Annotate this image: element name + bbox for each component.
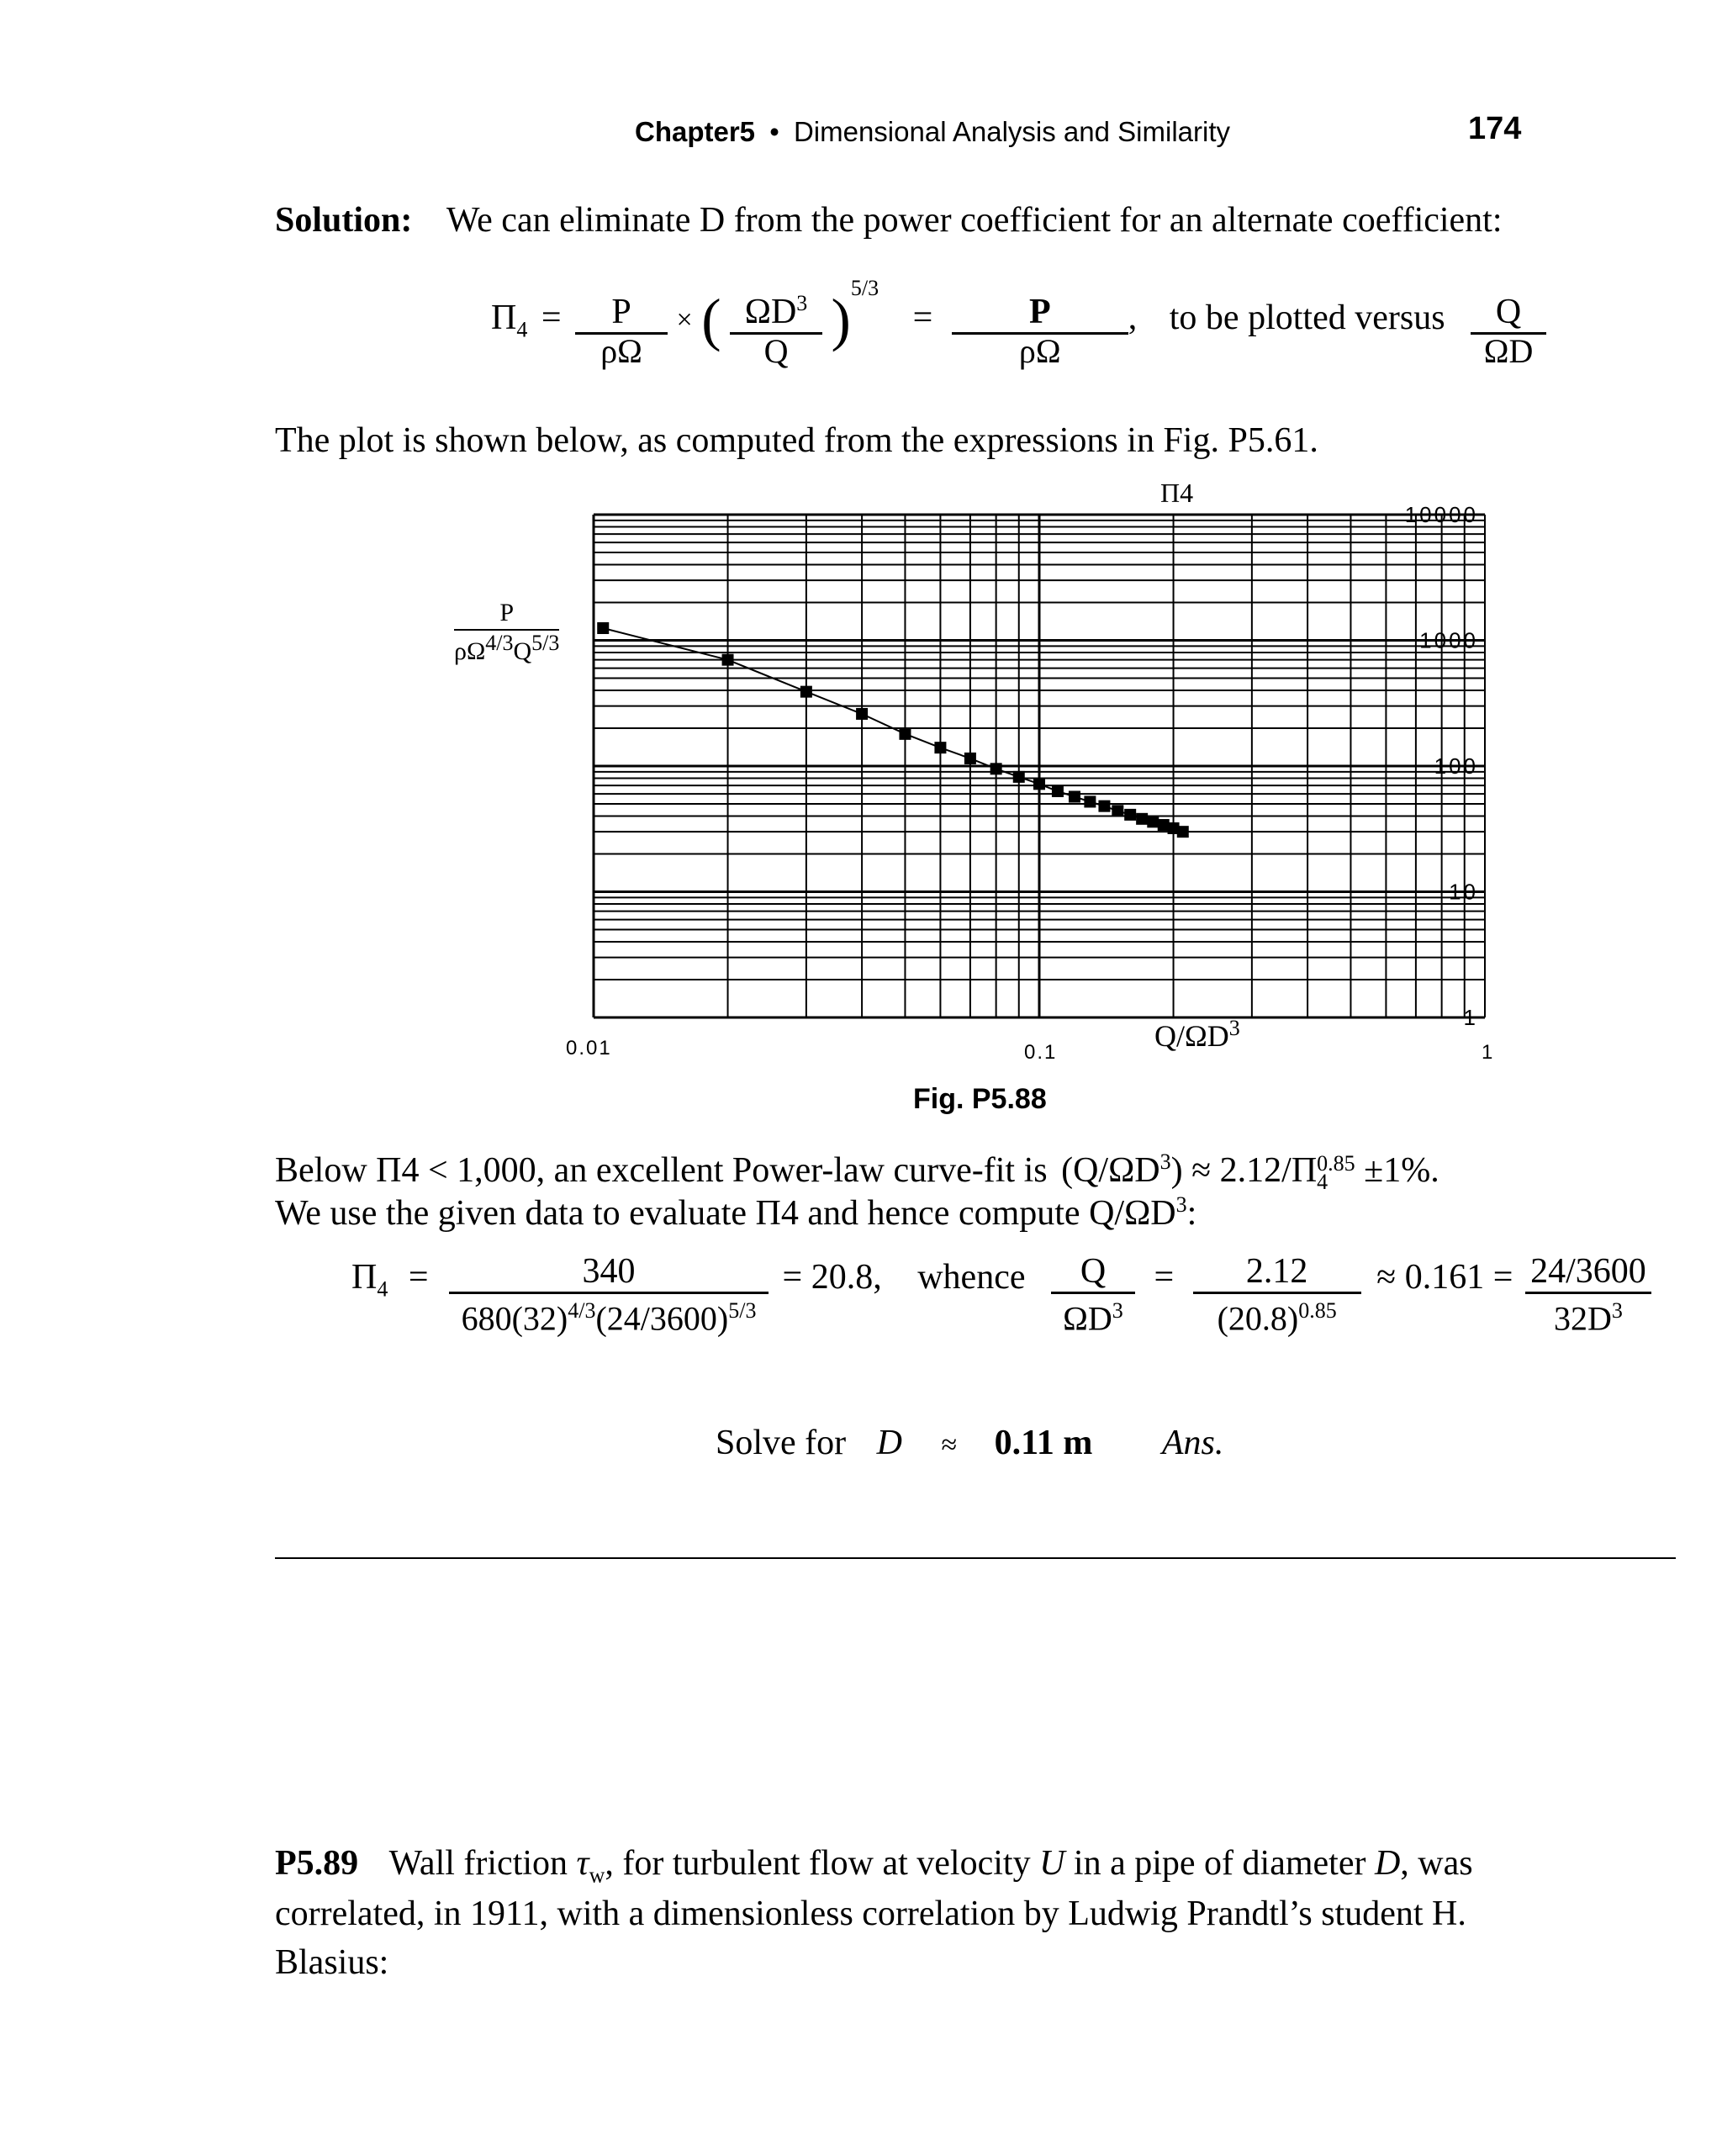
eq1-tail: to be plotted versus	[1169, 299, 1445, 337]
x-tick-label-1: 0.1	[1024, 1041, 1058, 1064]
header-title: Dimensional Analysis and Similarity	[793, 116, 1230, 147]
data-point	[1136, 813, 1148, 825]
data-point	[1052, 785, 1064, 797]
solution-label: Solution:	[275, 201, 413, 240]
eq2-result: = 20.8,	[782, 1258, 882, 1297]
eq1-frac-q: $\frac{Q}{\Omega D}$	[1471, 292, 1546, 350]
problem-line-2: correlated, in 1911, with a dimensionless correlation by Ludwig Prandtl’s student H.	[275, 1894, 1466, 1933]
eq1-equals-2: =	[912, 299, 933, 337]
y-tick-label: 10000	[1404, 502, 1478, 527]
eq2-frac-q: $\frac{Q}{\Omega D^3}$	[1051, 1251, 1135, 1309]
eq1-frac-omega: $\frac{\Omega D^3}{Q}$	[730, 291, 822, 350]
data-point	[934, 742, 946, 753]
data-point	[1098, 801, 1110, 812]
eq1-equals: =	[541, 299, 562, 337]
data-point	[1013, 771, 1025, 783]
chart-ylabel-den: $\rho\Omega^{4/3}Q^{5/3}$	[454, 631, 560, 665]
solve-for-d: Solve for D ≈ 0.11 m Ans.	[716, 1424, 1224, 1462]
y-tick-label: 10	[1449, 879, 1478, 905]
x-tick-label-0: 0.01	[566, 1037, 612, 1060]
eq2-frac-212: $\frac{2.12}{(20.8)^{0.85}}$	[1193, 1251, 1361, 1309]
data-point	[1112, 805, 1123, 816]
chart-ylabel-num: P	[454, 599, 559, 631]
data-point	[856, 708, 868, 720]
header-bullet: •	[769, 116, 779, 147]
data-point	[722, 654, 734, 666]
eq2-frac-24: $\frac{24/3600}{32D^3}$	[1525, 1251, 1651, 1309]
eq2-approx: ≈ 0.161 =	[1376, 1258, 1513, 1297]
eq2-whence: whence	[917, 1258, 1026, 1297]
data-point	[1177, 826, 1189, 838]
eq1-exponent: 5/3	[850, 276, 879, 300]
data-point	[990, 763, 1002, 774]
equation-pi4-evaluation: $\Pi_4$ = $\frac{340}{680(32)^{4/3}(24/3600)^{5/3}}$ = 20.8, whence $\frac{Q}{\Omega D^3}$ = $\frac{2.12}{(20.8)^{0.85}}$ ≈ 0.161 = $\frac{24/3600}{32D^3}$	[351, 1251, 1651, 1309]
curve-fit-line: Below Π4 < 1,000, an excellent Power-law curve-fit is $(Q/\Omega D^3) \approx 2.12/\Pi$ 0.85 4 ±1%.	[275, 1149, 1439, 1195]
eq2-lhs: $\Pi_4$	[351, 1258, 388, 1302]
eq1-times: ×	[676, 304, 693, 336]
data-point	[899, 728, 911, 740]
eq1-comma: ,	[1128, 299, 1138, 337]
data-point	[1147, 816, 1159, 827]
data-point	[1124, 809, 1136, 821]
plot-intro: The plot is shown below, as computed from the expressions in Fig. P5.61.	[275, 421, 1318, 460]
section-divider	[275, 1557, 1676, 1559]
eq1-frac-p: $\frac{P}{\rho\Omega}$	[575, 292, 668, 350]
y-tick-label: 1	[1463, 1005, 1478, 1030]
data-point	[800, 686, 812, 698]
data-point	[1069, 790, 1080, 802]
eq1-paren-left: (	[701, 288, 721, 353]
chart-xlabel: $Q/\Omega D^3$	[1154, 1016, 1240, 1053]
y-tick-label: 100	[1434, 753, 1478, 779]
problem-line-3: Blasius:	[275, 1943, 389, 1982]
evaluate-line: We use the given data to evaluate Π4 and hence compute $Q/\Omega D^3$:	[275, 1192, 1197, 1233]
x-tick-label-2: 1	[1482, 1041, 1493, 1064]
eq2-frac-340: $\frac{340}{680(32)^{4/3}(24/3600)^{5/3}}$	[449, 1251, 769, 1309]
data-point	[1084, 795, 1096, 807]
data-point	[1033, 778, 1045, 790]
header-chapter: Chapter5	[635, 116, 756, 147]
problem-line-1: P5.89 Wall friction $\tau_w$, for turbulent flow at velocity U in a pipe of diameter D, was	[275, 1844, 1473, 1888]
figure-caption: Fig. P5.88	[913, 1083, 1047, 1115]
page-number: 174	[1468, 111, 1522, 146]
eq1-paren-right: )	[831, 288, 851, 353]
solution-text: We can eliminate D from the power coefficient for an alternate coefficient:	[446, 201, 1503, 240]
data-point	[597, 622, 609, 634]
y-tick-label: 1000	[1419, 627, 1478, 653]
eq1-lhs: $\Pi_4$	[491, 299, 528, 342]
data-point	[964, 753, 976, 764]
eq1-frac-result: $\frac{P}{\rho\Omega}$	[952, 292, 1128, 350]
chart-top-label: Π4	[1160, 478, 1194, 508]
